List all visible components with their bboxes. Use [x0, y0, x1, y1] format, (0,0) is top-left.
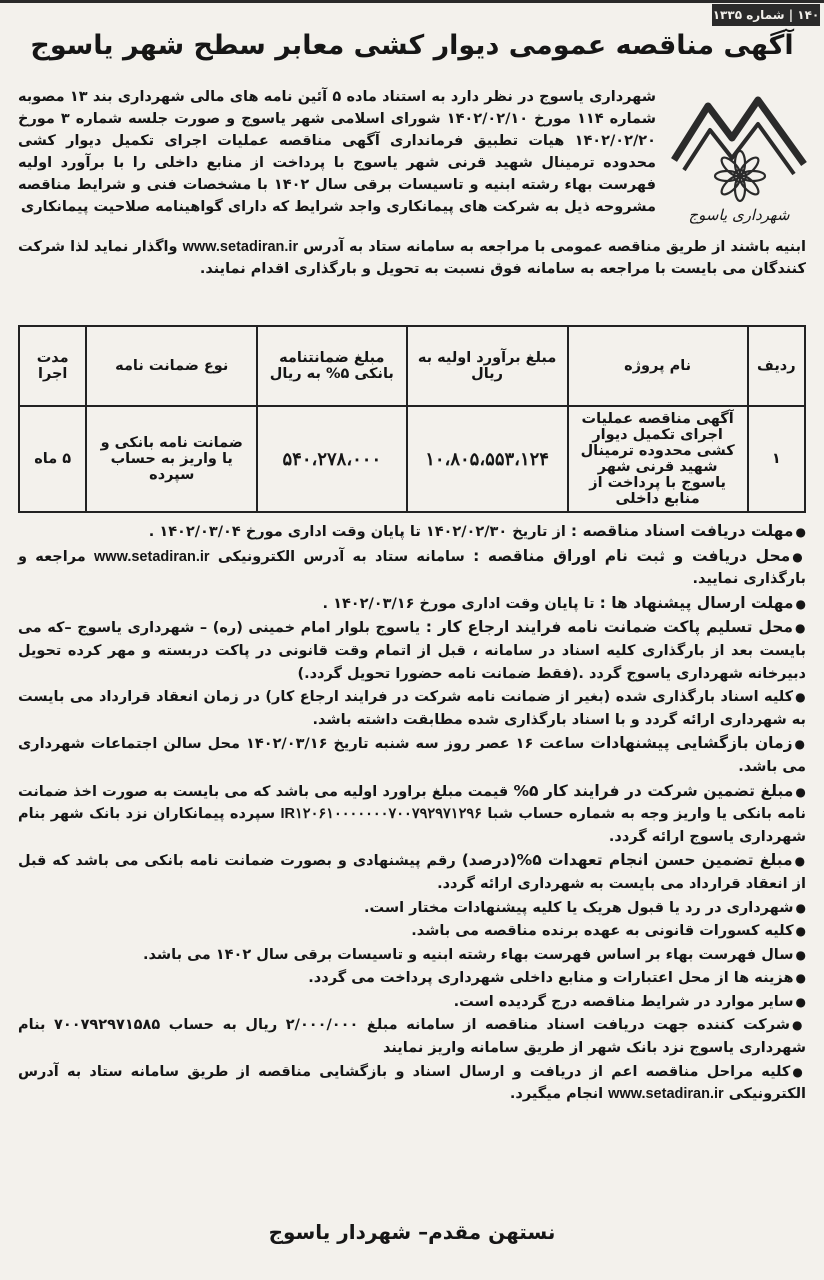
list-item: ●کلیه کسورات قانونی به عهده برنده مناقصه می باشد. — [411, 923, 806, 940]
list-item: ●کلیه مراحل مناقصه اعم از دریافت و ارسال اسناد و بازگشایی مناقصه از طریق سامانه ستاد به آدرس الکترونیکی www.setadiran.ir انجام میگیرد. — [18, 1063, 806, 1103]
list-item: ●شهرداری در رد یا قبول هریک یا کلیه پیشنهادات مختار است. — [364, 899, 806, 916]
list-item: ●کلیه اسناد بارگذاری شده (بغیر از ضمانت نامه شرکت در فرایند ارجاع کار) در زمان انعقاد قرارداد می بایست به شهرداری ارائه گردد و با اسناد بارگذاری شده مطابقت داشته باشد. — [18, 689, 806, 728]
ad-headline: آگهی مناقصه عمومی دیوار کشی معابر سطح شهر یاسوج — [30, 30, 794, 61]
bullet-icon: ● — [795, 900, 806, 915]
bullet-icon: ● — [795, 525, 806, 539]
issue-number-tag: ۱۴۰ | شماره ۱۳۳۵ — [712, 4, 820, 26]
list-item: ●زمان بازگشایی پیشنهادات ساعت ۱۶ عصر روز سه شنبه تاریخ ۱۴۰۲/۰۳/۱۶ محل سالن اجتماعات شهرداری می باشد. — [18, 734, 806, 775]
cell-duration: ۵ ماه — [19, 406, 86, 512]
cell-guarantee-amount: ۵۴۰،۲۷۸،۰۰۰ — [257, 406, 406, 512]
list-item: ●سال فهرست بهاء بر اساس فهرست بهاء رشته ابنیه و تاسیسات برقی سال ۱۴۰۲ می باشد. — [143, 946, 806, 963]
list-item: ●سایر موارد در شرایط مناقصه درج گردیده است. — [453, 993, 806, 1010]
intro-continued — [18, 236, 806, 280]
bullet-icon: ● — [792, 1064, 806, 1079]
bullet-icon: ● — [795, 947, 806, 962]
bullet-icon: ● — [794, 737, 806, 752]
list-item: ●محل تسلیم پاکت ضمانت نامه فرایند ارجاع کار : یاسوج بلوار امام خمینی (ره) – شهرداری یاسوج –که می بایست بعد از بارگذاری کلیه اسناد در سامانه ، قبل از اتمام وقت قانونی در پاکت دربسته و مهر کرده تحویل دبیرخانه شهرداری یاسوج گردد .(فقط ضمانت نامه حضورا تحویل گردد.) — [18, 618, 806, 682]
header-guarantee-type: نوع ضمانت نامه — [86, 326, 257, 406]
header-row-number: ردیف — [748, 326, 805, 406]
bullet-icon: ● — [795, 621, 806, 636]
header-project-name: نام پروژه — [568, 326, 748, 406]
list-item: ●مبلغ تضمین شرکت در فرایند کار ۵% قیمت مبلغ براورد اولیه می باشد که می بایست به صورت اخذ ضمانت نامه بانکی یا واریز وجه به شماره حساب شبا IR۱۲۰۶۱۰۰۰۰۰۰۰۷۰۰۷۹۲۹۷۱۲۹۶ سپرده پیمانکاران نزد بانک شهر بنام شهرداری یاسوج ارائه گردد. — [18, 781, 806, 845]
header-guarantee-amount: مبلغ ضمانتنامه بانکی ۵% به ریال — [257, 326, 406, 406]
bullet-icon: ● — [792, 549, 807, 564]
cell-row-number: ۱ — [748, 406, 805, 512]
bullet-icon: ● — [794, 854, 806, 869]
setadiran-link[interactable]: www.setadiran.ir — [182, 239, 299, 255]
header-estimate: مبلغ برآورد اولیه به ریال — [407, 326, 568, 406]
cell-project-name: آگهی مناقصه عملیات اجرای تکمیل دیوار کشی محدوده ترمینال شهید قرنی شهر یاسوج با پرداخت از منابع داخلی — [568, 406, 748, 512]
setadiran-link[interactable]: www.setadiran.ir — [94, 548, 210, 565]
list-item: ●مبلغ تضمین حسن انجام تعهدات ۵%(درصد) رقم پیشنهادی و بصورت ضمانت نامه بانکی می باشد که قبل از انعقاد قرارداد می بایست به شهرداری ارائه گردد. — [18, 851, 806, 892]
logo-caption: شهرداری یاسوج — [688, 206, 790, 224]
list-item: ●مهلت دریافت اسناد مناقصه : از تاریخ ۱۴۰۲/۰۲/۳۰ تا پایان وقت اداری مورخ ۱۴۰۲/۰۳/۰۴ . — [148, 522, 806, 540]
table-header-row — [19, 326, 805, 406]
cell-estimate: ۱۰،۸۰۵،۵۵۳،۱۲۴ — [407, 406, 568, 512]
bullet-icon: ● — [795, 596, 806, 611]
intro-continued-part2: واگذار نماید لذا شرکت کنندگان می بایست با مراجعه به سامانه فوق نسبت به تحویل و بارگذاری اقدام نمایند. — [18, 239, 806, 277]
tender-table — [18, 325, 806, 513]
list-item: ●مهلت ارسال پیشنهاد ها : تا پایان وقت اداری مورخ ۱۴۰۲/۰۳/۱۶ . — [322, 593, 806, 612]
municipality-logo — [670, 82, 808, 230]
list-item: ●شرکت کننده جهت دریافت اسناد مناقصه از سامانه مبلغ ۲/۰۰۰/۰۰۰ ریال به حساب ۷۰۰۷۹۲۹۷۱۵۸۵ بنام شهرداری یاسوج نزد بانک شهر از طریق سامانه واریز نمایند — [18, 1017, 807, 1057]
list-item: ●محل دریافت و ثبت نام اوراق مناقصه : سامانه ستاد به آدرس الکترونیکی www.setadiran.ir مراجعه و بارگذاری نمایید. — [18, 546, 807, 588]
bullet-icon: ● — [795, 924, 806, 939]
bullet-icon: ● — [792, 1018, 807, 1033]
top-edge-rule — [0, 0, 824, 3]
bullet-icon: ● — [795, 784, 806, 799]
intro-continued-part1: ابنیه باشند از طریق مناقصه عمومی با مراجعه به سامانه ستاد به آدرس — [303, 239, 806, 255]
signature-line: نستهن مقدم– شهردار یاسوج — [268, 1220, 556, 1244]
cell-guarantee-type: ضمانت نامه بانکی و یا واریز به حساب سپرده — [86, 406, 257, 512]
table-row — [19, 406, 805, 512]
conditions-list — [18, 520, 806, 1107]
bullet-icon: ● — [795, 690, 806, 705]
sheba-account-number: IR۱۲۰۶۱۰۰۰۰۰۰۰۷۰۰۷۹۲۹۷۱۲۹۶ — [280, 806, 482, 823]
intro-paragraph: شهرداری یاسوج در نظر دارد به استناد ماده ۵ آئین نامه های مالی شهرداری بند ۱۳ مصوبه شماره ۱۱۴ مورخ ۱۴۰۲/۰۲/۱۰ شورای اسلامی شهر یاسوج و صورت جلسه شماره ۳ مورخ ۱۴۰۲/۰۲/۲۰ هیات تطبیق فرمانداری آگهی مناقصه عملیات اجرای تکمیل دیوار کشی محدوده ترمینال شهید قرنی شهر یاسوج با پرداخت از منابع داخلی را با برآورد اولیه فهرست بهاء رشته ابنیه و تاسیسات برقی سال ۱۴۰۲ با مشخصات فنی و شرایط مناقصه مشروحه ذیل به شرکت های پیمانکاری واجد شرایط که دارای گواهینامه صلاحیت پیمانکاری — [18, 89, 657, 215]
bullet-icon: ● — [795, 971, 806, 986]
bullet-icon: ● — [795, 994, 806, 1009]
header-duration: مدت اجرا — [19, 326, 86, 406]
setadiran-link[interactable]: www.setadiran.ir — [608, 1086, 724, 1103]
list-item: ●هزینه ها از محل اعتبارات و منابع داخلی شهرداری پرداخت می گردد. — [308, 970, 806, 987]
